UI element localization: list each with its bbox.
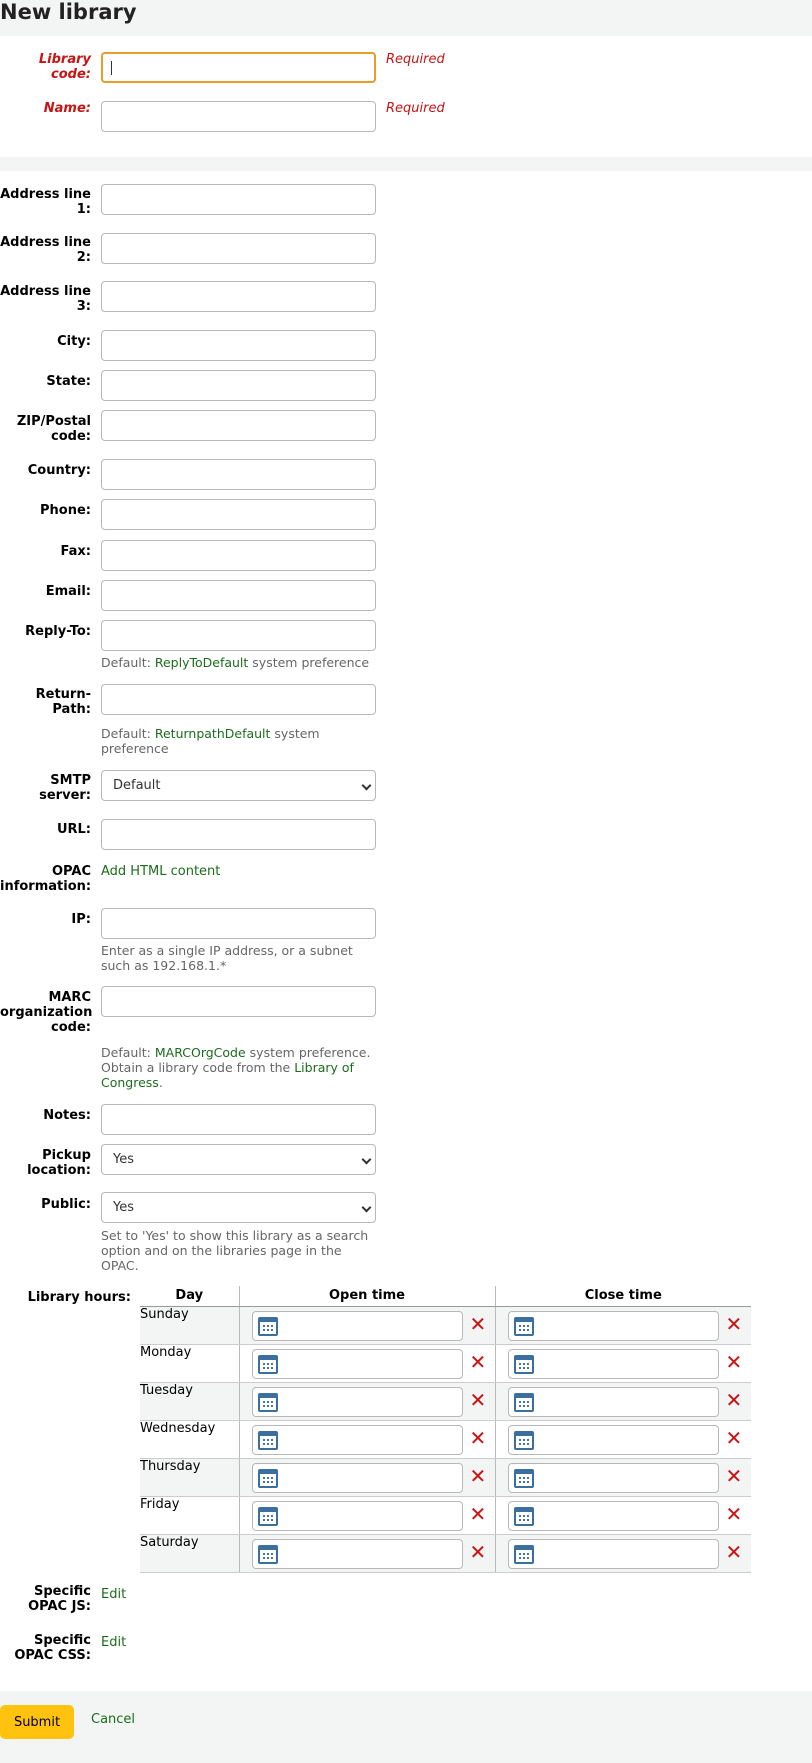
open-time-input[interactable]	[252, 1349, 463, 1379]
library-hours-label: Library hours:	[27, 1290, 131, 1305]
phone-label: Phone:	[40, 503, 91, 518]
calendar-icon[interactable]	[514, 1431, 534, 1450]
calendar-icon[interactable]	[258, 1317, 278, 1336]
open-time-column-header: Open time	[239, 1286, 495, 1306]
calendar-icon[interactable]	[514, 1507, 534, 1526]
open-time-wrapper	[240, 1421, 495, 1458]
returnpath-hint: Default: ReturnpathDefault system preference	[101, 726, 320, 756]
calendar-icon[interactable]	[514, 1545, 534, 1564]
close-time-wrapper	[496, 1345, 752, 1382]
open-time-input[interactable]	[252, 1387, 463, 1417]
close-time-cell	[495, 1534, 751, 1572]
open-time-cell	[239, 1306, 495, 1344]
url-label: URL:	[56, 822, 91, 837]
opac-js-label: Specific OPAC JS:	[28, 1584, 91, 1614]
chevron-down-icon	[362, 781, 372, 791]
open-time-cell	[239, 1382, 495, 1420]
library-code-label: Library code:	[38, 52, 91, 82]
hours-row	[140, 1344, 751, 1382]
close-time-input[interactable]	[508, 1425, 719, 1455]
add-html-content-link[interactable]: Add HTML content	[101, 864, 221, 879]
clear-icon[interactable]: ✕	[725, 1425, 743, 1450]
clear-icon[interactable]: ✕	[469, 1501, 487, 1526]
library-of-congress-link[interactable]: Library of Congress	[101, 1060, 354, 1090]
fax-input[interactable]	[101, 540, 376, 571]
open-time-input[interactable]	[252, 1425, 463, 1455]
marc-org-code-input[interactable]	[101, 986, 376, 1017]
calendar-icon[interactable]	[514, 1317, 534, 1336]
hours-row	[140, 1496, 751, 1534]
name-label: Name:	[43, 101, 91, 116]
opac-css-edit-link[interactable]: Edit	[101, 1635, 127, 1650]
clear-icon[interactable]: ✕	[725, 1539, 743, 1564]
open-time-cell	[239, 1420, 495, 1458]
calendar-icon[interactable]	[258, 1507, 278, 1526]
calendar-icon[interactable]	[258, 1469, 278, 1488]
city-label: City:	[57, 334, 91, 349]
close-time-input[interactable]	[508, 1387, 719, 1417]
day-name: Tuesday	[140, 1382, 239, 1420]
public-hint: Set to 'Yes' to show this library as a search option and on the libraries page in the OPAC.	[101, 1228, 369, 1273]
close-time-input[interactable]	[508, 1311, 719, 1341]
calendar-icon[interactable]	[258, 1431, 278, 1450]
clear-icon[interactable]: ✕	[469, 1349, 487, 1374]
clear-icon[interactable]: ✕	[725, 1349, 743, 1374]
email-label: Email:	[45, 584, 91, 599]
country-label: Country:	[27, 463, 91, 478]
clear-icon[interactable]: ✕	[725, 1501, 743, 1526]
calendar-icon[interactable]	[514, 1355, 534, 1374]
replyto-hint: Default: ReplyToDefault system preference	[101, 655, 370, 670]
day-name: Friday	[140, 1496, 239, 1534]
cancel-link[interactable]: Cancel	[91, 1712, 136, 1727]
hours-row	[140, 1382, 751, 1420]
close-time-wrapper	[496, 1497, 752, 1534]
opac-js-edit-link[interactable]: Edit	[101, 1587, 127, 1602]
open-time-wrapper	[240, 1459, 495, 1496]
replyto-default-link[interactable]: ReplyToDefault	[154, 655, 249, 670]
calendar-icon[interactable]	[258, 1393, 278, 1412]
email-input[interactable]	[101, 580, 376, 611]
open-time-cell	[239, 1496, 495, 1534]
chevron-down-icon	[362, 1203, 372, 1213]
open-time-input[interactable]	[252, 1501, 463, 1531]
day-name: Saturday	[140, 1534, 239, 1572]
open-time-wrapper	[240, 1383, 495, 1420]
day-name: Sunday	[140, 1306, 239, 1344]
smtp-server-label: SMTP server:	[39, 773, 91, 803]
address2-input[interactable]	[101, 233, 376, 264]
zip-label: ZIP/Postal code:	[16, 414, 91, 444]
open-time-wrapper	[240, 1307, 495, 1344]
close-time-input[interactable]	[508, 1539, 719, 1569]
state-input[interactable]	[101, 370, 376, 401]
pickup-location-select[interactable]: Yes	[101, 1144, 376, 1175]
open-time-input[interactable]	[252, 1539, 463, 1569]
day-name: Monday	[140, 1344, 239, 1382]
notes-input[interactable]	[101, 1104, 376, 1135]
hours-row	[140, 1534, 751, 1572]
public-select[interactable]: Yes	[101, 1192, 376, 1223]
calendar-icon[interactable]	[258, 1355, 278, 1374]
clear-icon[interactable]: ✕	[469, 1463, 487, 1488]
open-time-cell	[239, 1458, 495, 1496]
open-time-cell	[239, 1344, 495, 1382]
address2-label: Address line 2:	[0, 235, 91, 265]
open-time-input[interactable]	[252, 1463, 463, 1493]
hours-row	[140, 1458, 751, 1496]
calendar-icon[interactable]	[514, 1393, 534, 1412]
library-code-required-note: Required	[386, 52, 445, 67]
close-time-cell	[495, 1420, 751, 1458]
ip-input[interactable]	[101, 908, 376, 939]
day-column-header: Day	[140, 1286, 239, 1306]
open-time-input[interactable]	[252, 1311, 463, 1341]
returnpath-input[interactable]	[101, 684, 376, 715]
marcorgcode-link[interactable]: MARCOrgCode	[154, 1045, 246, 1060]
close-time-cell	[495, 1458, 751, 1496]
zip-input[interactable]	[101, 410, 376, 441]
close-time-wrapper	[496, 1459, 752, 1496]
close-time-wrapper	[496, 1535, 752, 1572]
address1-input[interactable]	[101, 184, 376, 215]
replyto-input[interactable]	[101, 620, 376, 651]
opac-css-label: Specific OPAC CSS:	[14, 1633, 91, 1663]
address3-label: Address line 3:	[0, 284, 91, 314]
returnpath-default-link[interactable]: ReturnpathDefault	[154, 726, 271, 741]
open-time-wrapper	[240, 1535, 495, 1572]
pickup-location-label: Pickup location:	[27, 1148, 91, 1178]
fax-label: Fax:	[60, 544, 91, 559]
close-time-input[interactable]	[508, 1349, 719, 1379]
name-required-note: Required	[386, 101, 445, 116]
clear-icon[interactable]: ✕	[725, 1387, 743, 1412]
country-input[interactable]	[101, 459, 376, 490]
replyto-label: Reply-To:	[25, 624, 91, 639]
url-input[interactable]	[101, 819, 376, 850]
text-cursor	[111, 61, 112, 75]
opac-info-label: OPAC information:	[0, 864, 92, 894]
name-input[interactable]	[101, 101, 376, 132]
close-time-cell	[495, 1496, 751, 1534]
returnpath-label: Return-Path:	[35, 687, 91, 717]
close-time-cell	[495, 1306, 751, 1344]
close-time-wrapper	[496, 1421, 752, 1458]
submit-button[interactable]: Submit	[0, 1705, 74, 1739]
open-time-wrapper	[240, 1497, 495, 1534]
city-input[interactable]	[101, 330, 376, 361]
clear-icon[interactable]: ✕	[469, 1387, 487, 1412]
close-time-column-header: Close time	[495, 1286, 751, 1306]
close-time-input[interactable]	[508, 1501, 719, 1531]
day-name: Wednesday	[140, 1420, 239, 1458]
ip-label: IP:	[71, 912, 91, 927]
library-hours-table	[140, 1286, 751, 1573]
clear-icon[interactable]: ✕	[469, 1539, 487, 1564]
hours-row	[140, 1420, 751, 1458]
page-title: New library	[0, 0, 137, 24]
marc-org-code-label: MARC organization code:	[0, 990, 93, 1035]
smtp-server-select[interactable]: Default	[101, 770, 376, 801]
open-time-wrapper	[240, 1345, 495, 1382]
clear-icon[interactable]: ✕	[469, 1311, 487, 1336]
close-time-input[interactable]	[508, 1463, 719, 1493]
day-name: Thursday	[140, 1458, 239, 1496]
address1-label: Address line 1:	[0, 187, 91, 217]
ip-hint: Enter as a single IP address, or a subnet such as 192.168.1.*	[101, 943, 353, 973]
open-time-cell	[239, 1534, 495, 1572]
close-time-wrapper	[496, 1383, 752, 1420]
hours-row	[140, 1306, 751, 1344]
phone-input[interactable]	[101, 499, 376, 530]
marc-org-code-hint: Default: MARCOrgCode system preference. Obtain a library code from the Library of Congress.	[101, 1045, 371, 1090]
calendar-icon[interactable]	[258, 1545, 278, 1564]
notes-label: Notes:	[43, 1108, 91, 1123]
close-time-cell	[495, 1382, 751, 1420]
public-label: Public:	[41, 1197, 91, 1212]
address3-input[interactable]	[101, 281, 376, 312]
close-time-wrapper	[496, 1307, 752, 1344]
clear-icon[interactable]: ✕	[725, 1463, 743, 1488]
close-time-cell	[495, 1344, 751, 1382]
state-label: State:	[46, 374, 91, 389]
chevron-down-icon	[362, 1155, 372, 1165]
calendar-icon[interactable]	[514, 1469, 534, 1488]
clear-icon[interactable]: ✕	[725, 1311, 743, 1336]
clear-icon[interactable]: ✕	[469, 1425, 487, 1450]
library-code-input[interactable]	[101, 52, 376, 83]
